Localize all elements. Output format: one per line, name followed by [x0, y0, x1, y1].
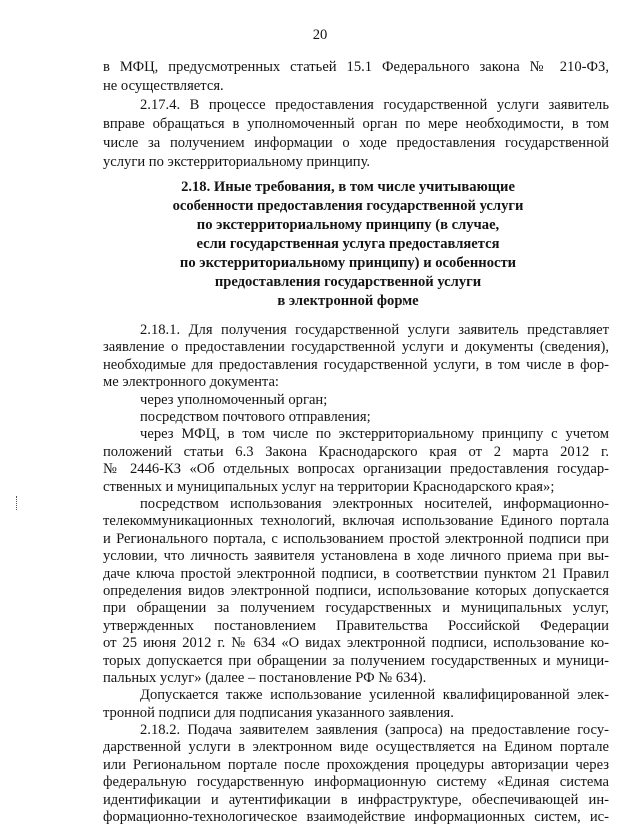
text-line: тронной подписи для подписания указанного заявления.	[103, 704, 454, 721]
text-line: 2.18.2. Подача заявителем заявления (запроса) на предоставление госу-	[140, 722, 609, 738]
text-line: в МФЦ, предусмотренных статьей 15.1 Федерального закона № 210-ФЗ,	[103, 59, 609, 75]
section-heading-line: предоставления государственной услуги	[214, 274, 482, 290]
text-line: заявление о предоставлении государственной услуги и документы (сведения),	[103, 339, 609, 356]
text-line: или Региональном портале после прохождения процедуры авторизации через	[103, 756, 609, 773]
text-line: числе за получением информации о ходе предоставления государственной	[103, 135, 609, 151]
text-line: телекоммуникационных технологий, включая использование Единого портала	[103, 513, 609, 530]
text-line: 2.18.1. Для получения государственной услуги заявитель представляет	[140, 322, 609, 338]
text-line: федеральную государственную информационную систему «Единая система	[103, 774, 609, 791]
section-heading-line: по экстерриториальному принципу) и особенности	[179, 255, 517, 271]
text-line: дарственной услуги в электронном виде осуществляется на Едином портале	[103, 739, 609, 756]
text-line: от 25 июня 2012 г. № 634 «О видах электронной подписи, использование ко-	[103, 635, 609, 652]
section-heading-line: 2.18. Иные требования, в том числе учитывающие	[181, 179, 515, 195]
text-line: торых допускается при обращении за получением государственных и муници-	[103, 652, 609, 669]
text-line: при обращении за получением государственных и муниципальных услуг,	[103, 600, 609, 617]
text-line: 2.17.4. В процессе предоставления государственной услуги заявитель	[140, 97, 609, 113]
text-line: ственных и муниципальных услуг на территории Краснодарского края»;	[103, 478, 555, 495]
text-line: условии, что личность заявителя установлена в ходе личного приема при вы-	[103, 548, 609, 565]
text-line: посредством почтового отправления;	[140, 409, 371, 425]
text-line: необходимые для предоставления государственной услуги, в том числе в фор-	[103, 356, 609, 373]
text-line: посредством использования электронных носителей, информационно-	[140, 495, 609, 512]
text-line: услуги по экстерриториальному принципу.	[103, 154, 371, 170]
text-line: № 2446-КЗ «Об отдельных вопросах организации предоставления государ-	[103, 461, 609, 478]
section-heading-line: по экстерриториальному принципу (в случае,	[196, 217, 500, 233]
text-line: и Регионального портала, с использованием простой электронной подписи при	[103, 530, 609, 547]
page-number: 20	[312, 27, 328, 43]
text-line: даче ключа простой электронной подписи, в соответствии пунктом 21 Правил	[103, 565, 609, 582]
text-line: через уполномоченный орган;	[140, 391, 328, 408]
section-heading-line: в электронной форме	[277, 293, 419, 309]
section-heading-line: особенности предоставления государственной услуги	[172, 198, 524, 214]
text-line: определения видов электронной подписи, использование которых допускается	[103, 582, 609, 599]
text-line: утвержденных постановлением Правительства Российской Федерации	[103, 617, 609, 634]
text-line: ме электронного документа:	[103, 374, 279, 391]
text-line: положений статьи 6.3 Закона Краснодарского края от 2 марта 2012 г.	[103, 443, 609, 460]
text-line: вправе обращаться в уполномоченный орган по мере необходимости, в том	[103, 116, 609, 132]
text-line: идентификации и аутентификации в инфраструктуре, обеспечивающей ин-	[103, 791, 609, 808]
text-line: формационно-технологическое взаимодействие информационных систем, ис-	[103, 809, 609, 825]
section-heading-line: если государственная услуга предоставляется	[196, 236, 500, 252]
text-line: пальных услуг» (далее – постановление РФ № 634).	[103, 669, 427, 686]
scan-margin-mark	[16, 496, 19, 510]
text-line: Допускается также использование усиленной квалифицированной элек-	[140, 687, 609, 704]
text-line: через МФЦ, в том числе по экстерриториальному принципу с учетом	[140, 426, 609, 443]
text-line: не осуществляется.	[103, 78, 224, 94]
